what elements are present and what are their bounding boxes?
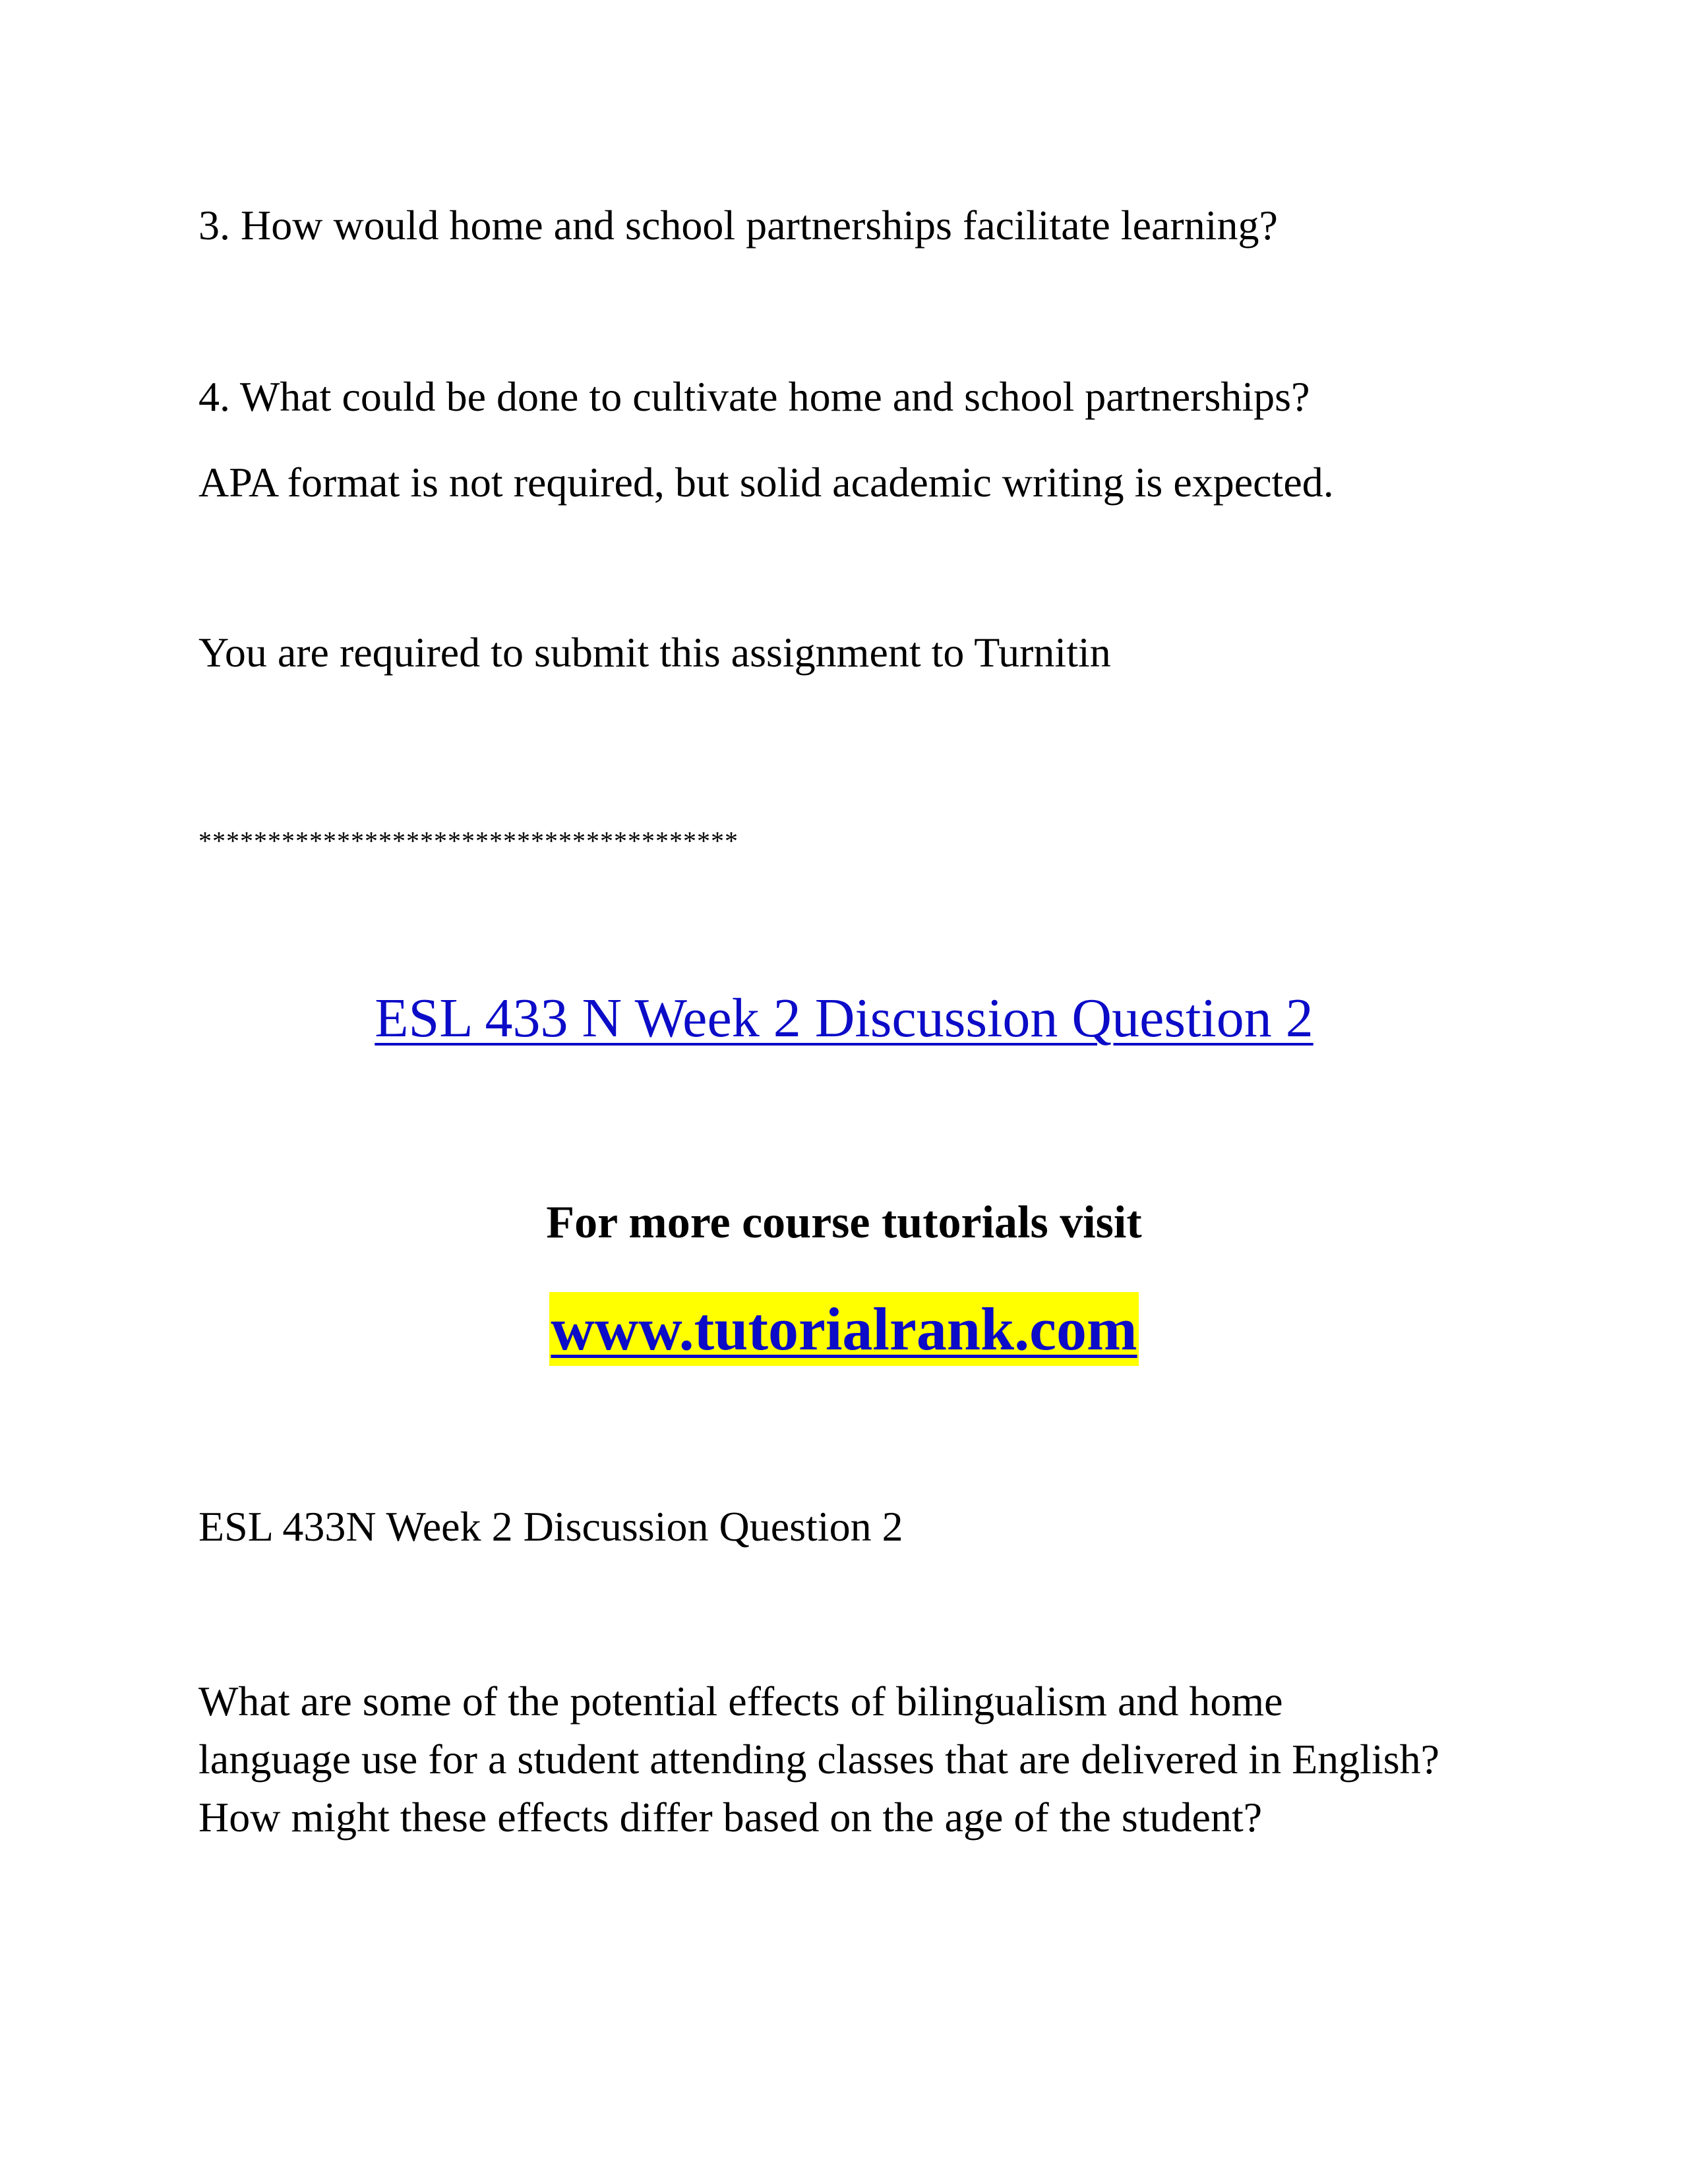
separator-asterisks: *************************************** <box>198 826 738 856</box>
section-title-link[interactable]: ESL 433 N Week 2 Discussion Question 2 <box>375 988 1313 1049</box>
site-url-container <box>0 1292 1688 1366</box>
turnitin-note: You are required to submit this assignment to Turnitin <box>198 629 1111 676</box>
question-3-text: 3. How would home and school partnerships facilitate learning? <box>198 202 1278 249</box>
site-url-link[interactable]: www.tutorialrank.com <box>549 1292 1138 1366</box>
question-line: How might these effects differ based on the age of the student? <box>198 1794 1263 1841</box>
discussion-question-paragraph <box>198 1672 1439 1846</box>
question-line: What are some of the potential effects of bilingualism and home <box>198 1678 1283 1725</box>
visit-text: For more course tutorials visit <box>546 1197 1142 1248</box>
question-line: language use for a student attending classes that are delivered in English? <box>198 1736 1440 1783</box>
section-heading: ESL 433N Week 2 Discussion Question 2 <box>198 1503 903 1550</box>
question-4-text: 4. What could be done to cultivate home and school partnerships? <box>198 373 1310 420</box>
apa-format-note: APA format is not required, but solid academic writing is expected. <box>198 459 1334 506</box>
